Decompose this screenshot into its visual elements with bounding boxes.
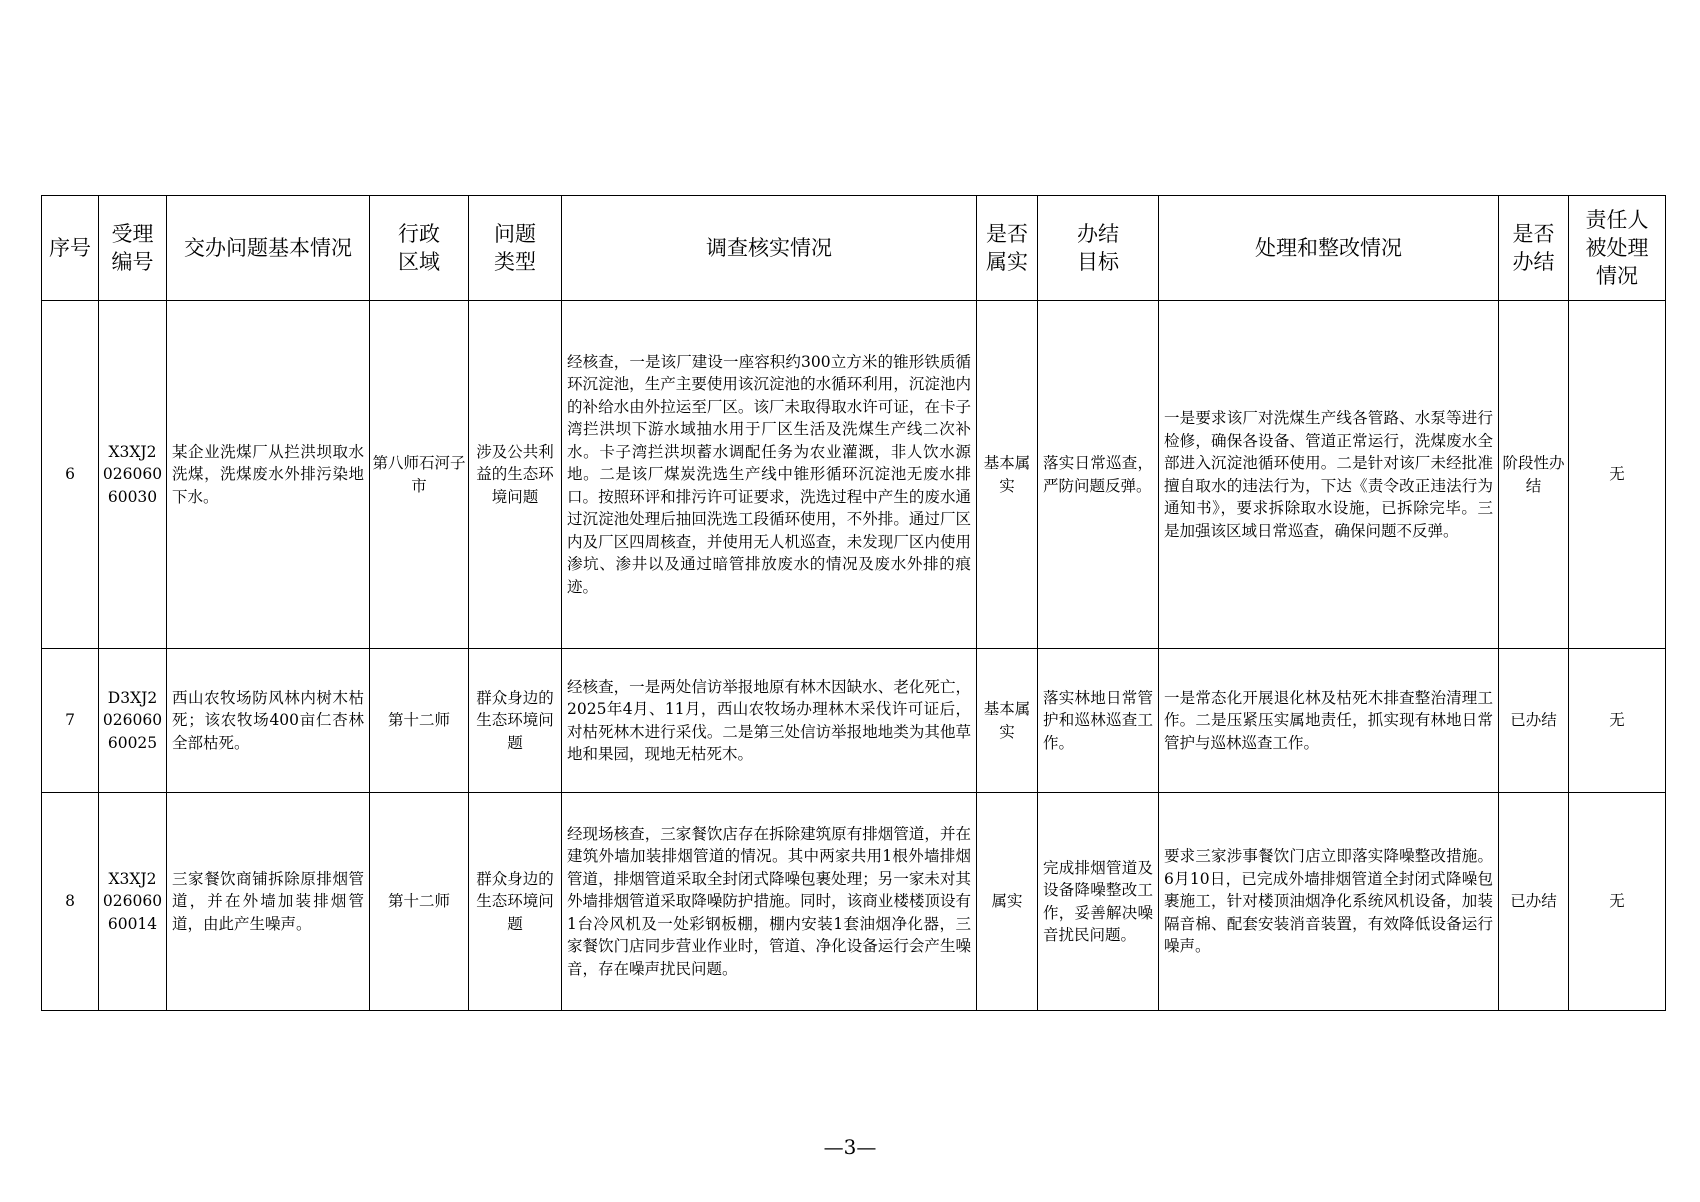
cell-code: D3XJ2 026060 60025 [99,649,167,793]
cell-closed: 已办结 [1499,793,1569,1011]
page-number: —3— [823,1135,877,1159]
cell-closed: 阶段性办结 [1499,301,1569,649]
cell-investigation: 经核查，一是该厂建设一座容积约300立方米的锥形铁质循环沉淀池，生产主要使用该沉淀池的水循环利用，沉淀池内的补给水由外拉运至厂区。该厂未取得取水许可证，在卡子湾拦洪坝下游水域抽水用于厂区生活及洗煤生产线二次补水。卡子湾拦洪坝蓄水调配任务为农业灌溉，非人饮水源地。二是该厂煤炭洗选生产线中锥形循环沉淀池无废水排口。按照环评和排污许可证要求，洗选过程中产生的废水通过沉淀池处理后抽回洗选工段循环使用，不外排。通过厂区内及厂区四周核查，并使用无人机巡查，未发现厂区内使用渗坑、渗井以及通过暗管排放废水的情况及废水外排的痕迹。 [562,301,977,649]
cell-type: 涉及公共利益的生态环境问题 [469,301,562,649]
header-target: 办结 目标 [1038,196,1159,301]
header-closed: 是否 办结 [1499,196,1569,301]
cell-accountability: 无 [1569,793,1666,1011]
header-verified: 是否 属实 [977,196,1038,301]
cell-accountability: 无 [1569,649,1666,793]
cell-seq: 6 [42,301,99,649]
cell-code: X3XJ2 026060 60014 [99,793,167,1011]
header-handling: 处理和整改情况 [1159,196,1499,301]
cell-closed: 已办结 [1499,649,1569,793]
header-problem: 交办问题基本情况 [167,196,370,301]
header-region: 行政 区域 [370,196,469,301]
cell-handling: 要求三家涉事餐饮门店立即落实降噪整改措施。6月10日，已完成外墙排烟管道全封闭式降噪包裹施工，针对楼顶油烟净化系统风机设备，加装隔音棉、配套安装消音装置，有效降低设备运行噪声。 [1159,793,1499,1011]
table-row [42,301,1666,649]
cell-verified: 属实 [977,793,1038,1011]
cell-code: X3XJ2 026060 60030 [99,301,167,649]
cell-type: 群众身边的生态环境问题 [469,649,562,793]
cell-problem: 某企业洗煤厂从拦洪坝取水洗煤，洗煤废水外排污染地下水。 [167,301,370,649]
table-row [42,793,1666,1011]
header-accountability: 责任人 被处理 情况 [1569,196,1666,301]
cell-type: 群众身边的生态环境问题 [469,793,562,1011]
table-row [42,649,1666,793]
cell-investigation: 经核查，一是两处信访举报地原有林木因缺水、老化死亡，2025年4月、11月，西山农牧场办理林木采伐许可证后，对枯死林木进行采伐。二是第三处信访举报地地类为其他草地和果园，现地无枯死木。 [562,649,977,793]
header-investigation: 调查核实情况 [562,196,977,301]
cell-handling: 一是常态化开展退化林及枯死木排查整治清理工作。二是压紧压实属地责任，抓实现有林地日常管护与巡林巡查工作。 [1159,649,1499,793]
cell-handling: 一是要求该厂对洗煤生产线各管路、水泵等进行检修，确保各设备、管道正常运行，洗煤废水全部进入沉淀池循环使用。二是针对该厂未经批准擅自取水的违法行为，下达《责令改正违法行为通知书》，要求拆除取水设施，已拆除完毕。三是加强该区域日常巡查，确保问题不反弹。 [1159,301,1499,649]
cell-investigation: 经现场核查，三家餐饮店存在拆除建筑原有排烟管道，并在建筑外墙加装排烟管道的情况。其中两家共用1根外墙排烟管道，排烟管道采取全封闭式降噪包裹处理；另一家未对其外墙排烟管道采取降噪防护措施。同时，该商业楼楼顶设有1台冷风机及一处彩钢板棚，棚内安装1套油烟净化器，三家餐饮门店同步营业作业时，管道、净化设备运行会产生噪音，存在噪声扰民问题。 [562,793,977,1011]
cell-target: 完成排烟管道及设备降噪整改工作，妥善解决噪音扰民问题。 [1038,793,1159,1011]
table-header-row [42,196,1666,301]
complaint-handling-table [41,195,1666,1011]
cell-verified: 基本属实 [977,649,1038,793]
header-code: 受理 编号 [99,196,167,301]
cell-problem: 西山农牧场防风林内树木枯死；该农牧场400亩仁杏林全部枯死。 [167,649,370,793]
cell-seq: 8 [42,793,99,1011]
header-seq: 序号 [42,196,99,301]
cell-region: 第十二师 [370,793,469,1011]
cell-region: 第十二师 [370,649,469,793]
header-type: 问题 类型 [469,196,562,301]
cell-target: 落实林地日常管护和巡林巡查工作。 [1038,649,1159,793]
cell-region: 第八师石河子市 [370,301,469,649]
cell-problem: 三家餐饮商铺拆除原排烟管道，并在外墙加装排烟管道，由此产生噪声。 [167,793,370,1011]
cell-accountability: 无 [1569,301,1666,649]
cell-seq: 7 [42,649,99,793]
cell-target: 落实日常巡查，严防问题反弹。 [1038,301,1159,649]
cell-verified: 基本属实 [977,301,1038,649]
